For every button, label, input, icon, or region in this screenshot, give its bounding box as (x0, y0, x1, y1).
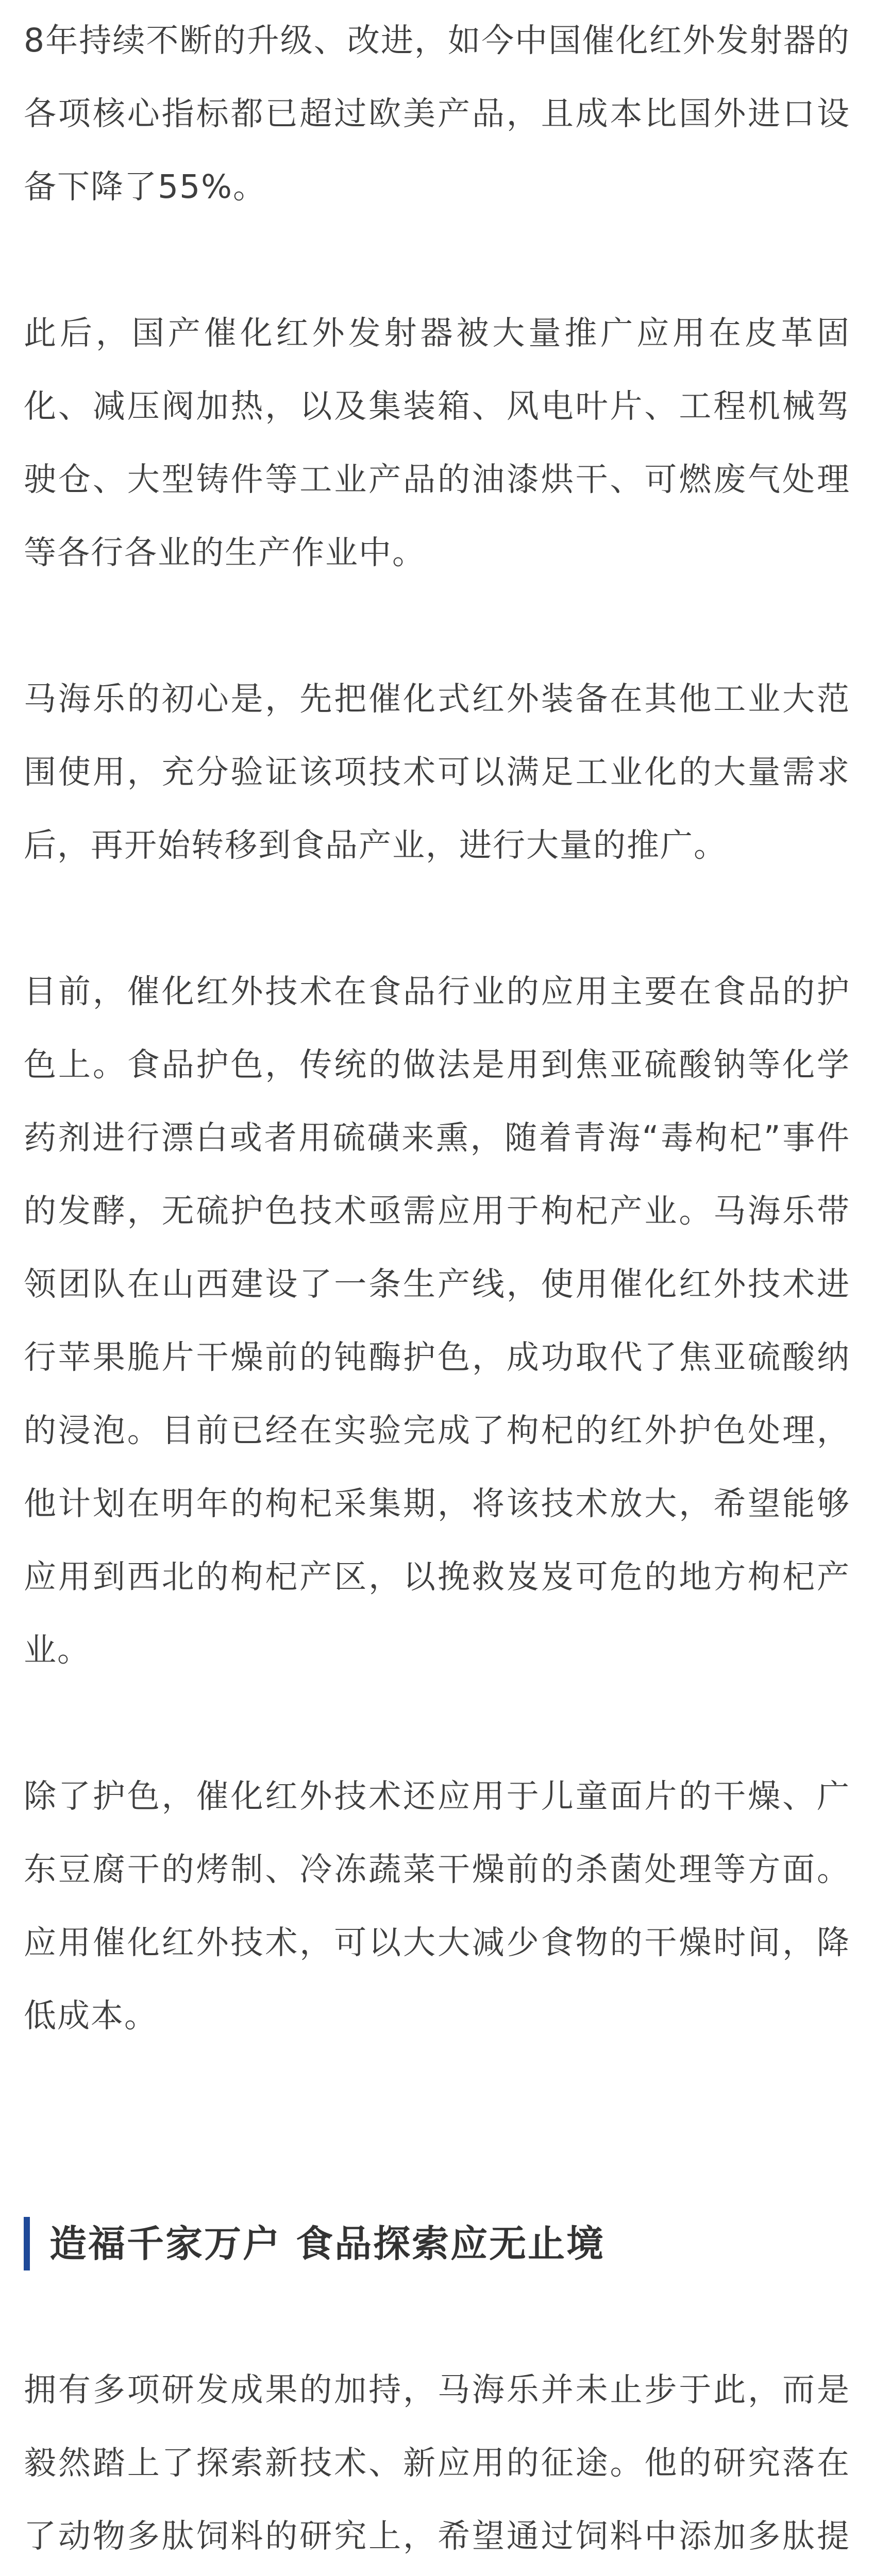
article-body (24, 0, 850, 2576)
section-heading-text: 造福千家万户 食品探索应无止境 (49, 2222, 606, 2265)
article-paragraph: 8年持续不断的升级、改进，如今中国催化红外发射器的各项核心指标都已超过欧美产品，且成本比国外进口设备下降了55%。 (24, 22, 850, 206)
paragraph-spacer (24, 2280, 850, 2353)
section-heading (24, 2207, 850, 2280)
article-paragraph: 马海乐的初心是，先把催化式红外装备在其他工业大范围使用，充分验证该项技术可以满足工业化的大量需求后，再开始转移到食品产业，进行大量的推广。 (24, 680, 850, 864)
paragraph-spacer (24, 224, 850, 297)
article-paragraph: 目前，催化红外技术在食品行业的应用主要在食品的护色上。食品护色，传统的做法是用到焦亚硫酸钠等化学药剂进行漂白或者用硫磺来熏，随着青海“毒枸杞”事件的发酵，无硫护色技术亟需应用于枸杞产业。马海乐带领团队在山西建设了一条生产线，使用催化红外技术进行苹果脆片干燥前的钝酶护色，成功取代了焦亚硫酸纳的浸泡。目前已经在实验完成了枸杞的红外护色处理，他计划在明年的枸杞采集期，将该技术放大，希望能够应用到西北的枸杞产区，以挽救岌岌可危的地方枸杞产业。 (24, 973, 850, 1669)
paragraph-spacer (24, 1687, 850, 1760)
article-paragraph: 此后，国产催化红外发射器被大量推广应用在皮革固化、减压阀加热，以及集装箱、风电叶片、工程机械驾驶仓、大型铸件等工业产品的油漆烘干、可燃废气处理等各行各业的生产作业中。 (24, 314, 850, 571)
paragraph-spacer (24, 589, 850, 663)
heading-accent-bar (24, 2217, 30, 2270)
section-spacer (24, 2053, 850, 2207)
paragraph-spacer (24, 882, 850, 955)
article-paragraph: 除了护色，催化红外技术还应用于儿童面片的干燥、广东豆腐干的烤制、冷冻蔬菜干燥前的杀菌处理等方面。应用催化红外技术，可以大大减少食物的干燥时间，降低成本。 (24, 1777, 850, 2035)
article-paragraph: 拥有多项研发成果的加持，马海乐并未止步于此，而是毅然踏上了探索新技术、新应用的征途。他的研究落在了动物多肽饲料的研究上，希望通过饲料中添加多肽提 (24, 2371, 850, 2555)
